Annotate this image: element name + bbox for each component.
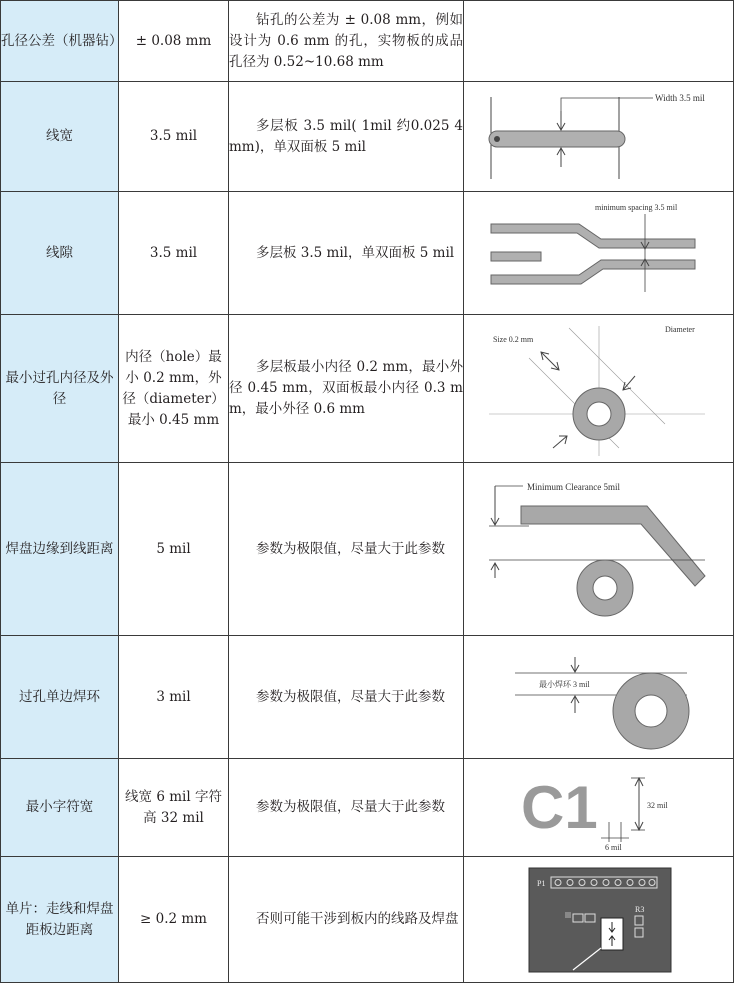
item-value: ± 0.08 mm: [119, 1, 229, 82]
item-description: 多层板最小内径 0.2 mm，最小外径 0.45 mm，双面板最小内径 0.3 mm，最小外径 0.6 mm: [229, 315, 464, 463]
item-value: 3 mil: [119, 636, 229, 759]
item-label: 孔径公差（机器钻）: [1, 1, 119, 82]
table-row: [1, 857, 734, 983]
width-label: Width 3.5 mil: [654, 92, 705, 103]
item-description: 参数为极限值，尽量大于此参数: [229, 463, 464, 636]
char-height-label: 32 mil: [646, 800, 668, 810]
line-width-diagram: [469, 85, 729, 189]
item-diagram: [464, 857, 734, 983]
board-edge-diagram: [469, 862, 729, 978]
item-description: 多层板 3.5 mil( 1mil 约0.025 4 mm)，单双面板 5 mil: [229, 82, 464, 192]
item-value: 3.5 mil: [119, 82, 229, 192]
line-spacing-diagram: [469, 196, 729, 310]
item-value: 5 mil: [119, 463, 229, 636]
spacing-label: minimum spacing 3.5 mil: [594, 203, 677, 212]
item-diagram: [464, 82, 734, 192]
annular-ring-label: 最小焊环 3 mil: [538, 680, 590, 689]
item-label: 焊盘边缘到线距离: [1, 463, 119, 636]
table-row: [1, 315, 734, 463]
item-value: 内径（hole）最小 0.2 mm，外径（diameter）最小 0.45 mm: [119, 315, 229, 463]
item-value: 3.5 mil: [119, 192, 229, 315]
item-label: 最小字符宽: [1, 759, 119, 857]
item-diagram: [464, 1, 734, 82]
item-description: 钻孔的公差为 ± 0.08 mm，例如设计为 0.6 mm 的孔，实物板的成品孔径为 0.52~10.68 mm: [229, 1, 464, 82]
character-size-diagram: [469, 762, 729, 854]
item-label: 线隙: [1, 192, 119, 315]
item-diagram: [464, 192, 734, 315]
item-diagram: [464, 759, 734, 857]
p1-label: P1: [536, 878, 545, 888]
item-description: 参数为极限值，尽量大于此参数: [229, 759, 464, 857]
table-row: [1, 82, 734, 192]
table-row: [1, 759, 734, 857]
silkscreen-text: C1: [520, 773, 598, 841]
clearance-label: Minimum Clearance 5mil: [526, 482, 620, 492]
item-value: ≥ 0.2 mm: [119, 857, 229, 983]
item-diagram: [464, 636, 734, 759]
via-diameter-label: Diameter: [664, 324, 695, 334]
char-width-label: 6 mil: [604, 842, 622, 852]
r3-label: R3: [634, 904, 644, 914]
item-description: 多层板 3.5 mil，单双面板 5 mil: [229, 192, 464, 315]
table-row: [1, 463, 734, 636]
item-diagram: [464, 315, 734, 463]
table-row: [1, 192, 734, 315]
item-description: 否则可能干涉到板内的线路及焊盘: [229, 857, 464, 983]
via-size-label: Size 0.2 mm: [492, 334, 533, 344]
table-row: [1, 636, 734, 759]
item-diagram: [464, 463, 734, 636]
item-label: 最小过孔内径及外径: [1, 315, 119, 463]
item-label: 单片：走线和焊盘距板边距离: [1, 857, 119, 983]
clearance-diagram: [469, 466, 729, 632]
item-label: 线宽: [1, 82, 119, 192]
table-row: [1, 1, 734, 82]
item-label: 过孔单边焊环: [1, 636, 119, 759]
via-diagram: [469, 318, 729, 460]
item-value: 线宽 6 mil 字符高 32 mil: [119, 759, 229, 857]
item-description: 参数为极限值，尽量大于此参数: [229, 636, 464, 759]
annular-ring-diagram: [469, 639, 729, 755]
